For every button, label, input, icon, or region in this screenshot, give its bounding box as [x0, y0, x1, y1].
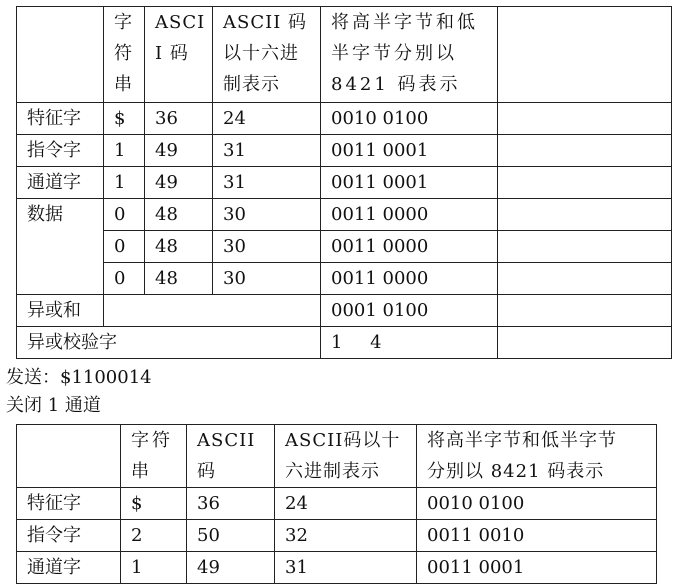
ascii-cell: 49: [187, 552, 275, 584]
header-cell: [498, 7, 672, 103]
empty-cell: [498, 199, 672, 231]
hex-cell: 30: [213, 263, 321, 295]
header-cell: ASCI I 码: [145, 7, 213, 103]
table-row: [17, 103, 672, 135]
hex-cell: 32: [275, 520, 417, 552]
header-cell: 字符 串: [121, 425, 187, 488]
row-label: 指令字: [17, 135, 104, 167]
row-label: 指令字: [17, 520, 121, 552]
header-cell: ASCII码以十 六进制表示: [275, 425, 417, 488]
hex-cell: 31: [213, 167, 321, 199]
bcd-cell: 0011 0001: [321, 167, 498, 199]
row-label: 通道字: [17, 167, 104, 199]
header-cell: [17, 425, 121, 488]
empty-cell: [498, 135, 672, 167]
char-cell: 1: [104, 167, 145, 199]
hex-cell: 31: [213, 135, 321, 167]
header-cell: 字 符 串: [104, 7, 145, 103]
bcd-cell: 0010 0100: [321, 103, 498, 135]
empty-cell: [498, 231, 672, 263]
empty-cell: [498, 263, 672, 295]
xor-check-value: 1 4: [321, 327, 498, 359]
ascii-cell: 49: [145, 135, 213, 167]
hex-cell: 30: [213, 199, 321, 231]
bcd-cell: 0011 0000: [321, 199, 498, 231]
bcd-cell: 0010 0100: [417, 488, 657, 520]
header-cell: 将高半字节和低半字节 分别以 8421 码表示: [417, 425, 657, 488]
table-row: [17, 520, 657, 552]
header-cell: ASCII 码: [187, 425, 275, 488]
char-cell: 0: [104, 199, 145, 231]
table-row: [17, 135, 672, 167]
empty-cell: [498, 167, 672, 199]
char-cell: $: [121, 488, 187, 520]
char-cell: 1: [121, 552, 187, 584]
char-cell: 0: [104, 263, 145, 295]
close-channel-text: 关闭 1 通道: [6, 395, 101, 416]
empty-cell: [104, 295, 321, 327]
bcd-cell: 0011 0010: [417, 520, 657, 552]
hex-cell: 31: [275, 552, 417, 584]
header-cell: 将高半字节和低 半字节分别以 8421 码表示: [321, 7, 498, 103]
ascii-cell: 48: [145, 231, 213, 263]
char-cell: 0: [104, 231, 145, 263]
table-row: [17, 552, 657, 584]
bcd-cell: 0011 0001: [321, 135, 498, 167]
table-header-row: [17, 425, 657, 488]
char-cell: $: [104, 103, 145, 135]
ascii-cell: 48: [145, 199, 213, 231]
char-cell: 1: [104, 135, 145, 167]
table-row: [17, 167, 672, 199]
table-row: [17, 199, 672, 231]
table-row: [17, 263, 672, 295]
send-command-text: 发送：$1100014: [6, 367, 152, 388]
hex-cell: 30: [213, 231, 321, 263]
header-cell: ASCII 码 以十六进 制表示: [213, 7, 321, 103]
table-row: [17, 231, 672, 263]
xor-sum-row: [17, 295, 672, 327]
bcd-cell: 0011 0000: [321, 263, 498, 295]
empty-cell: [498, 295, 672, 327]
empty-cell: [498, 103, 672, 135]
row-label: 数据: [17, 199, 104, 295]
table-1: [16, 6, 672, 359]
row-label: 异或校验字: [17, 327, 321, 359]
row-label: 通道字: [17, 552, 121, 584]
bcd-cell: 0011 0001: [417, 552, 657, 584]
hex-cell: 24: [213, 103, 321, 135]
bcd-cell: 0011 0000: [321, 231, 498, 263]
hex-cell: 24: [275, 488, 417, 520]
table-row: [17, 488, 657, 520]
xor-check-row: [17, 327, 672, 359]
ascii-cell: 48: [145, 263, 213, 295]
header-cell: [17, 7, 104, 103]
ascii-cell: 49: [145, 167, 213, 199]
table-header-row: [17, 7, 672, 103]
table-2: [16, 424, 657, 584]
row-label: 特征字: [17, 103, 104, 135]
xor-sum-value: 0001 0100: [321, 295, 498, 327]
ascii-cell: 36: [187, 488, 275, 520]
row-label: 特征字: [17, 488, 121, 520]
row-label: 异或和: [17, 295, 104, 327]
empty-cell: [498, 327, 672, 359]
char-cell: 2: [121, 520, 187, 552]
ascii-cell: 36: [145, 103, 213, 135]
ascii-cell: 50: [187, 520, 275, 552]
